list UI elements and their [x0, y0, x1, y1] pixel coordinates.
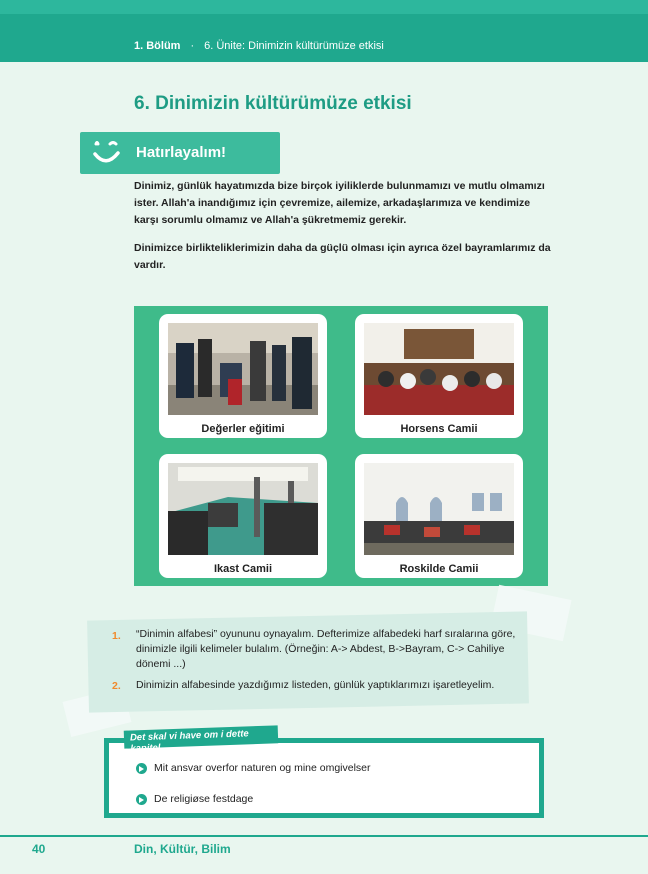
photo-caption: Değerler eğitimi — [201, 423, 285, 435]
chapter-goals-tab — [124, 725, 279, 755]
footer-divider — [0, 835, 648, 837]
horsens-mosque-photo — [364, 323, 514, 415]
breadcrumb — [134, 40, 384, 52]
bullet-arrow-icon — [136, 763, 147, 774]
task-number: 1. — [112, 630, 121, 642]
breadcrumb-section: 1. Bölüm — [134, 40, 181, 52]
page-title: 6. Dinimizin kültürümüze etkisi — [134, 93, 412, 114]
ikast-mosque-photo — [168, 463, 318, 555]
remember-label: Hatırlayalım! — [136, 144, 227, 161]
breadcrumb-unit: 6. Ünite: Dinimizin kültürümüze etkisi — [204, 40, 384, 52]
photo-card — [159, 314, 327, 438]
goal-item: Mit ansvar overfor naturen og mine omgivelser — [154, 762, 371, 774]
bullet-arrow-icon — [136, 794, 147, 805]
photo-card — [355, 314, 523, 438]
values-education-photo — [168, 323, 318, 415]
task-number: 2. — [112, 680, 121, 692]
photo-panel — [134, 306, 548, 586]
remember-banner — [80, 132, 280, 174]
page-number: 40 — [32, 842, 46, 856]
photo-card — [159, 454, 327, 578]
page-header — [0, 0, 648, 62]
task-text: Dinimizin alfabesinde yazdığımız listeden, günlük yaptıklarımızı işaretleyelim. — [136, 679, 495, 691]
goal-item: De religiøse festdage — [154, 793, 254, 805]
photo-caption: Roskilde Camii — [399, 563, 479, 575]
task-text: “Dinimin alfabesi” oyununu oynayalım. Defterimize alfabedeki harf sıralarına göre, dinimizle ilgili kelimeler bulalım. (Örneğin: A-> Abdest, B->Bayram, C-> Cahiliye dönemi ...) — [136, 628, 516, 670]
chapter-goals-heading: Det skal vi have om i dette kapitel — [129, 728, 249, 755]
roskilde-mosque-photo — [364, 463, 514, 555]
book-title: Din, Kültür, Bilim — [134, 842, 231, 856]
header-stripe — [0, 0, 648, 14]
photo-card — [355, 454, 523, 578]
photo-caption: Horsens Camii — [400, 423, 478, 435]
breadcrumb-separator: · — [190, 40, 195, 52]
intro-paragraph: Dinimiz, günlük hayatımızda bize birçok iyiliklerde bulunmamızı ve mutlu olmamızı ister. Allah'a inandığımız için çevremize, ailemize, arkadaşlarımıza ve kendimize karşı sorumlu olmamız ve Allah'a şükretmemiz gerekir. — [134, 180, 545, 226]
wink-smiley-icon — [92, 138, 122, 168]
holidays-paragraph: Dinimizce birlikteliklerimizin daha da güçlü olması için ayrıca özel bayramlarımız da vardır. — [134, 242, 551, 271]
photo-caption: Ikast Camii — [213, 563, 273, 575]
